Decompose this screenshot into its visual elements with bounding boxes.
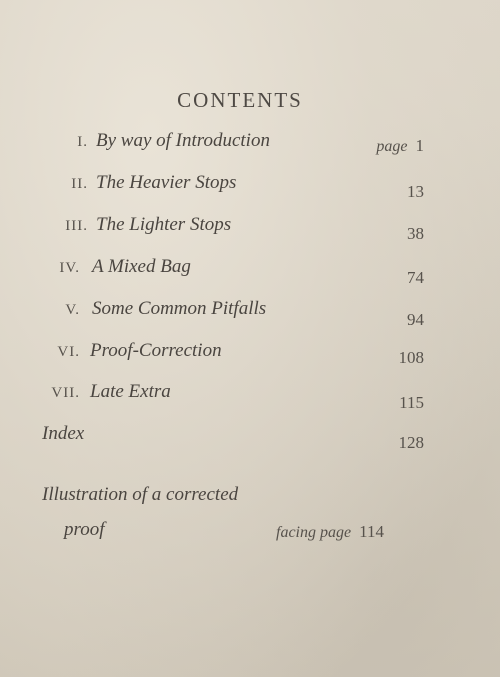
toc-entry [0, 214, 500, 244]
chapter-title: Late Extra [90, 381, 171, 402]
chapter-number: V. [65, 302, 80, 318]
page-number: 94 [407, 310, 424, 329]
chapter-number: I. [77, 134, 88, 150]
page-word: page [376, 138, 408, 155]
page-number: 74 [407, 268, 424, 287]
chapter-title: Some Common Pitfalls [92, 298, 267, 319]
page-number: 1 [415, 136, 424, 155]
page-number: 115 [399, 393, 424, 412]
page-number: 38 [407, 224, 424, 243]
chapter-number: II. [71, 176, 88, 192]
toc-entry [0, 381, 500, 411]
facing-page-word: facing page [276, 524, 352, 541]
page-reference [376, 136, 424, 156]
toc-entry [0, 298, 500, 328]
toc-entry [0, 340, 500, 370]
toc-entry-index [0, 423, 500, 453]
chapter-number: III. [65, 218, 88, 234]
toc-entry [0, 256, 500, 286]
page-number: 128 [398, 433, 424, 452]
page-number: 108 [398, 348, 424, 367]
page-number: 114 [359, 522, 384, 541]
chapter-title: Proof-Correction [90, 340, 222, 361]
index-title: Index [42, 423, 85, 444]
toc-entry [0, 172, 500, 202]
chapter-number: IV. [59, 260, 80, 276]
illustration-page-reference [276, 522, 384, 542]
chapter-title: By way of Introduction [96, 130, 270, 151]
contents-heading: CONTENTS [177, 88, 303, 112]
chapter-number: VII. [51, 385, 80, 401]
toc-entry [0, 130, 500, 160]
illustration-title-line2: proof [64, 519, 105, 540]
chapter-title: The Heavier Stops [96, 172, 237, 193]
illustration-title-line1: Illustration of a corrected [42, 484, 239, 505]
chapter-number: VI. [57, 344, 80, 360]
page-number: 13 [407, 182, 424, 201]
chapter-title: A Mixed Bag [92, 256, 191, 277]
chapter-title: The Lighter Stops [96, 214, 232, 235]
